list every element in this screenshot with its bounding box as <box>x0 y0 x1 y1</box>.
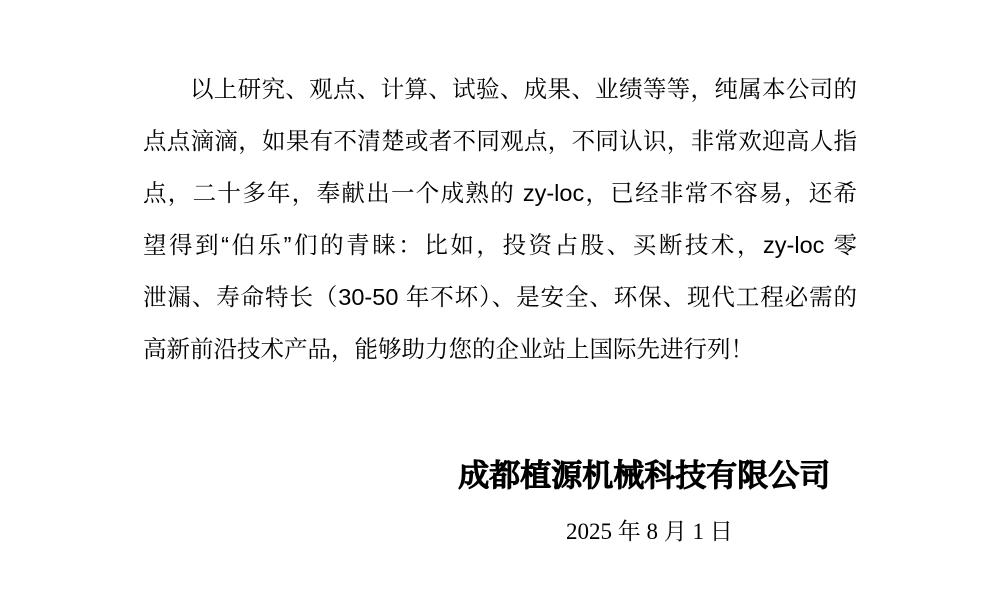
body-line-2: 点点滴滴，如果有不清楚或者不同观点，不同认识，非常欢迎高人指 <box>143 128 857 154</box>
body-line-5: 泄漏、寿命特长（30-50 年不坏）、是安全、环保、现代工程必需的 <box>143 284 857 310</box>
company-signature: 成都植源机械科技有限公司 <box>458 458 830 493</box>
letter-date: 2025 年 8 月 1 日 <box>566 519 733 544</box>
letter-body <box>143 63 857 375</box>
body-line-6: 高新前沿技术产品，能够助力您的企业站上国际先进行列！ <box>143 336 754 362</box>
body-line-1: 以上研究、观点、计算、试验、成果、业绩等等，纯属本公司的 <box>190 76 857 102</box>
body-line-3: 点，二十多年，奉献出一个成熟的 zy-loc，已经非常不容易，还希 <box>143 180 857 206</box>
body-line-4: 望得到“伯乐”们的青睐：比如，投资占股、买断技术，zy-loc 零 <box>143 232 857 258</box>
